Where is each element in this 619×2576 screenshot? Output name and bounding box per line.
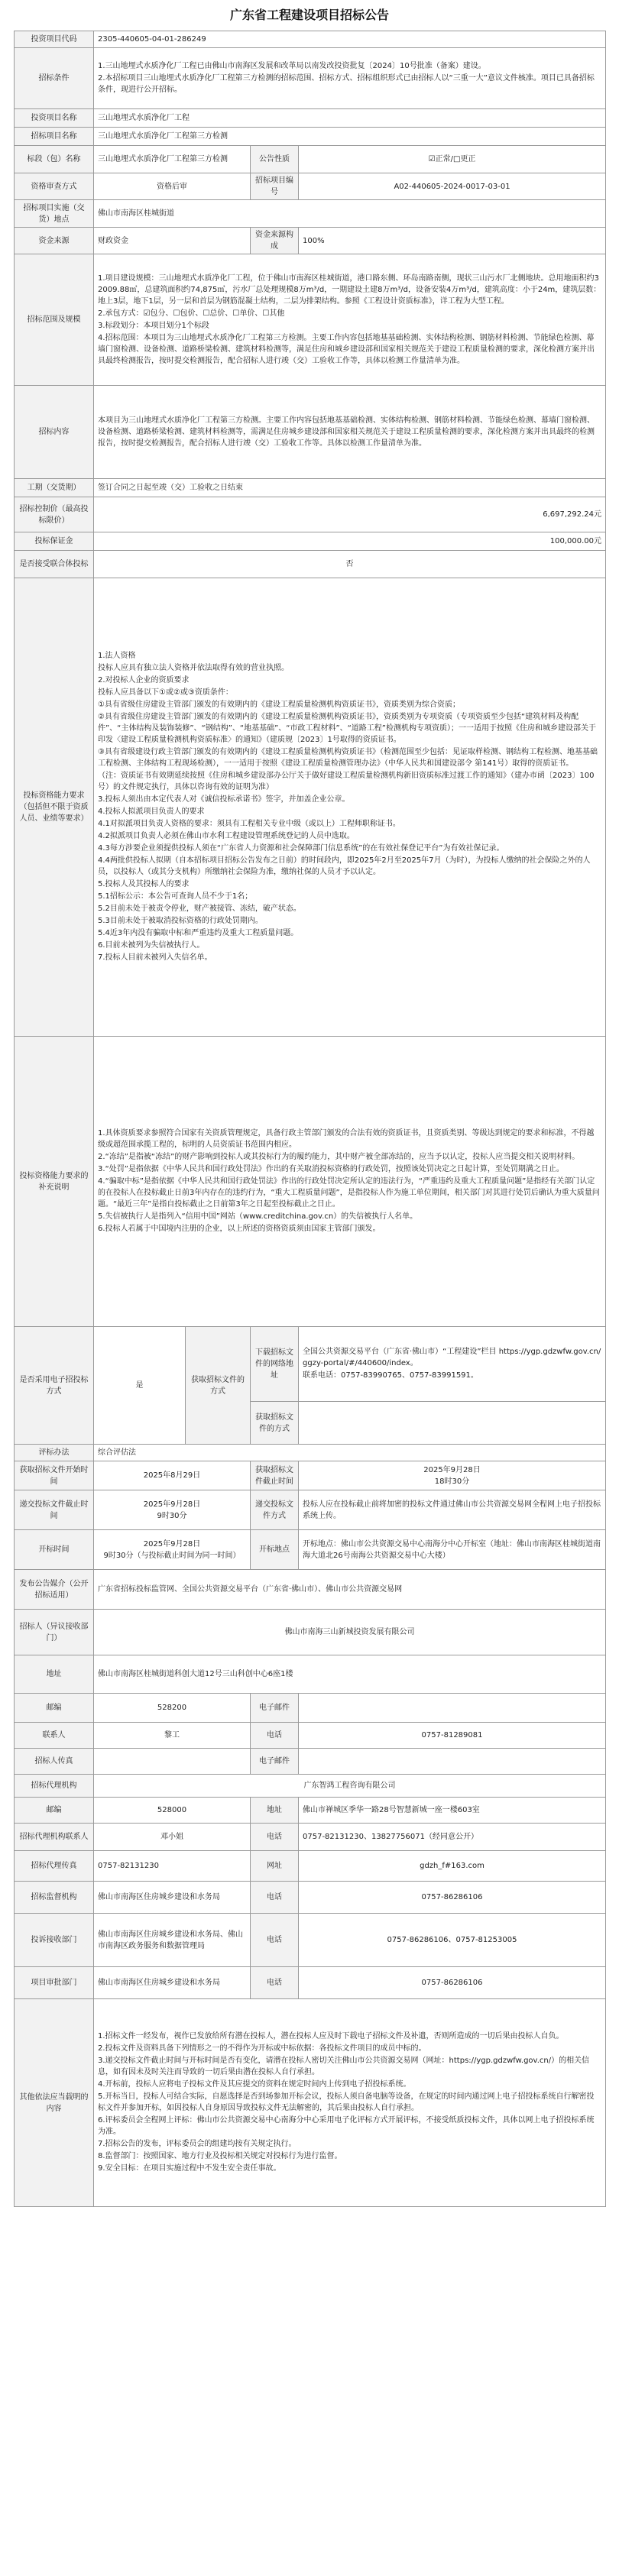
row-scope-scale	[15, 254, 606, 386]
get-end-date: 2025年9月28日	[423, 1465, 481, 1474]
supervision-value: 佛山市南海区住房城乡建设和水务局	[94, 1882, 251, 1914]
other-value	[94, 1999, 606, 2207]
agency-contact-label: 招标代理机构联系人	[15, 1824, 94, 1851]
agency-fax-label: 招标代理传真	[15, 1851, 94, 1882]
other-item: 5.开标当日，投标人可结合实际，自愿选择是否到场参加开标会议，投标人须自备电脑等设备，在规定的时间内通过网上电子招投标系统自行解密投标文件并参加开标，如因投标人自身原因导致投标文件无法解密的，其后果由投标人自行承担。	[98, 2092, 595, 2112]
supplement-item: 2.“冻结”是指被“冻结”的财产影响到投标人或其投标行为的履约能力，其中财产被全部冻结的，应当予以认定，投标人应当提交相关说明材料。	[98, 1153, 580, 1161]
get-end-label: 获取招标文件截止时间	[251, 1461, 299, 1490]
page-title: 广东省工程建设项目招标公告	[229, 8, 389, 22]
agency-value: 广东智鸿工程咨询有限公司	[94, 1775, 606, 1798]
supervision-phone-value: 0757-86286106	[299, 1882, 606, 1914]
row-evaluation	[15, 1445, 606, 1461]
supervision-label: 招标监督机构	[15, 1882, 94, 1914]
section-code-value: A02-440605-2024-0017-03-01	[299, 173, 606, 200]
scope-scale-label: 招标范围及规模	[15, 254, 94, 386]
row-get-time	[15, 1461, 606, 1490]
row-tenderer-postcode	[15, 1694, 606, 1723]
approval-phone-value: 0757-86286106	[299, 1967, 606, 1999]
row-supervision	[15, 1882, 606, 1914]
tenderer-postcode-label: 邮编	[15, 1694, 94, 1723]
tenderer-phone-label: 电话	[251, 1723, 299, 1749]
tenderer-fax-label: 招标人传真	[15, 1749, 94, 1775]
max-price-label: 招标控制价（最高投标限价）	[15, 497, 94, 532]
tenderer-value: 佛山市南海三山新城投资发展有限公司	[94, 1610, 606, 1655]
row-other	[15, 1999, 606, 2207]
e-bid-label: 是否采用电子招投标方式	[15, 1327, 94, 1445]
row-duration	[15, 479, 606, 497]
tenderer-label: 招标人（异议接收部门）	[15, 1610, 94, 1655]
qualification-item: 3.投标人须出由本定代表人对《诚信投标承诺书》签字，并加盖企业公章。	[98, 795, 350, 804]
announcement-table	[14, 31, 606, 2207]
tenderer-email2-value	[299, 1749, 606, 1775]
qualification-item: 5.3目前未处于被取消投标资格的行政处罚期内。	[98, 917, 263, 925]
qualification-value	[94, 578, 606, 1037]
supplement-item: 1.具体资质要求参照符合国家有关资质管理规定，具备行政主管部门颁发的合法有效的资质证书，且资质类别、等级达到规定的要求和标准，不得越级或超范围承揽工程的，标明的人员资质证书范围内相应。	[98, 1129, 595, 1149]
qualification-item: （注：资质证书有效期延续按照《住房和城乡建设部办公厅关于做好建设工程质量检测机构新旧资质标准过渡工作的通知》（建办市函〔2023〕100 号）的文件规定执行，具体以咨询有效的证明为准）	[98, 772, 595, 791]
supplement-value	[94, 1037, 606, 1327]
row-content	[15, 386, 606, 479]
bulletin-nature-value: ☑正常/□更正	[299, 146, 606, 173]
complaint-value: 佛山市南海区住房城乡建设和水务局、佛山市南海区政务服务和数据管理局	[94, 1914, 251, 1967]
qual-review-value: 资格后审	[94, 173, 251, 200]
doc-download-label: 下载招标文件的网络地址	[251, 1327, 299, 1402]
project-name-label: 投资项目名称	[15, 109, 94, 128]
joint-value: 否	[94, 551, 606, 578]
get-start-date: 2025年8月29日	[143, 1471, 201, 1480]
row-agency-contact	[15, 1824, 606, 1851]
tender-project-name-label: 招标项目名称	[15, 128, 94, 146]
row-agency	[15, 1775, 606, 1798]
tenderer-postcode-value: 528200	[94, 1694, 251, 1723]
row-agency-fax	[15, 1851, 606, 1882]
evaluation-value: 综合评估法	[94, 1445, 606, 1461]
fund-source-label: 资金来源	[15, 228, 94, 254]
qualification-item: ③具有省级建设行政主管部门颁发的有效期内的《建设工程质量检测机构资质证书》（检测范围至少包括：见证取样检测、钢结构工程检测、地基基础工程检测、主体结构工程现场检测），一一适用于按照《建设工程质量检测管理办法》（中华人民共和国建设部令 第141号）取得的资质证书。	[98, 748, 598, 768]
agency-postcode-label: 邮编	[15, 1798, 94, 1824]
scope-scale-value	[94, 254, 606, 386]
scope-item-4: 4.招标范围：本项目为三山地埋式水质净化厂工程第三方检测。主要工作内容包括地基基础检测、实体结构检测、钢筋材料检测、节能绿色检测、幕墙门窗检测、设备检测、道路桥梁检测、建筑材料检测等，满足住房和城乡建设部和国家相关规范关于建设工程质量检测的要求，深化检测方案并出具最终检测报告，按时提交检测报告，配合招标人进行竣（交）工验收工作等，具体以检测工作量清单为准。	[98, 333, 595, 365]
joint-label: 是否接受联合体投标	[15, 551, 94, 578]
agency-fax-value: 0757-82131230	[94, 1851, 251, 1882]
agency-phone-value: 0757-82131230、13827756071（经同意公开）	[299, 1824, 606, 1851]
project-code-value: 2305-440605-04-01-286249	[94, 31, 606, 48]
other-item: 2.投标文件及资料具备下列情形之一的不得作为开标或中标依据：各投标文件项目的成员中标的。	[98, 2044, 426, 2053]
other-item: 7.招标公告的发布，评标委员会的组建均按有关规定执行。	[98, 2140, 297, 2148]
qualification-item: ①具有省级住房建设主管部门颁发的有效期内的《建设工程质量检测机构资质证书》，资质类别为综合资质；	[98, 701, 460, 709]
agency-postcode-value: 528000	[94, 1798, 251, 1824]
row-tenderer	[15, 1610, 606, 1655]
qualification-label: 投标资格能力要求（包括但不限于资质人员、业绩等要求）	[15, 578, 94, 1037]
qualification-item: 4.1对拟派项目负责人资格的要求：须具有工程相关专业中级（或以上）工程师职称证书。	[98, 820, 400, 828]
agency-label: 招标代理机构	[15, 1775, 94, 1798]
complaint-phone-label: 电话	[251, 1914, 299, 1967]
e-bid-value: 是	[94, 1327, 186, 1445]
row-fund-source	[15, 228, 606, 254]
tenderer-fax-value	[94, 1749, 251, 1775]
bulletin-nature-label: 公告性质	[251, 146, 299, 173]
tenderer-contact-label: 联系人	[15, 1723, 94, 1749]
get-start-value	[94, 1461, 251, 1490]
row-tender-conditions	[15, 48, 606, 109]
evaluation-label: 评标办法	[15, 1445, 94, 1461]
doc-get-method2-value	[299, 1402, 606, 1445]
qualification-item: 5.1招标公示：本公告可查询人员不少于1名；	[98, 892, 253, 901]
content-label: 招标内容	[15, 386, 94, 479]
submit-deadline-date: 2025年9月28日	[143, 1500, 201, 1509]
qualification-item: 1.法人资格	[98, 652, 136, 660]
row-qualification	[15, 578, 606, 1037]
agency-phone-label: 电话	[251, 1824, 299, 1851]
agency-address-value: 佛山市禅城区季华一路28号智慧新城一座一楼603室	[299, 1798, 606, 1824]
supplement-item: 3.“处罚”是指依据《中华人民共和国行政处罚法》作出的有关取消投标资格的行政处罚，按照该处罚决定之日起计算，至处罚期满之日止。	[98, 1165, 564, 1173]
doc-get-method2-label: 获取招标文件的方式	[251, 1402, 299, 1445]
supplement-item: 5.失信被执行人是指列入“信用中国”网站（www.creditchina.gov.cn）的失信被执行人名单。	[98, 1212, 418, 1221]
row-deposit	[15, 532, 606, 551]
submit-deadline-label: 递交投标文件截止时间	[15, 1490, 94, 1530]
content-value	[94, 386, 606, 479]
submit-method-value: 投标人应在投标截止前将加密的投标文件通过佛山市公共资源交易网全程网上电子招投标系统上传。	[299, 1490, 606, 1530]
tender-project-name-value: 三山地埋式水质净化厂工程第三方检测	[94, 128, 606, 146]
row-tenderer-address	[15, 1655, 606, 1694]
other-item: 9.安全目标：在项目实施过程中不发生安全责任事故。	[98, 2164, 281, 2173]
row-tender-project-name	[15, 128, 606, 146]
complaint-label: 投诉接收部门	[15, 1914, 94, 1967]
submit-deadline-time: 9时30分	[157, 1511, 187, 1520]
section-name-value: 三山地埋式水质净化厂工程第三方检测	[94, 146, 251, 173]
location-label: 招标项目实施（交货）地点	[15, 200, 94, 228]
agency-website-value[interactable]: gdzh_f#163.com	[299, 1851, 606, 1882]
qualification-item: 4.3每方涉要企业须提供投标人须在“广东省人力资源和社会保障部门信息系统”的在有效社保登记平台”为有效社保记录。	[98, 844, 504, 853]
row-section-name	[15, 146, 606, 173]
project-name-value: 三山地埋式水质净化厂工程	[94, 109, 606, 128]
other-item: 6.评标委员会全程网上评标：佛山市公共资源交易中心南海分中心采用电子化评标方式开展评标，不接受纸质投标文件，具体以网上电子招投标系统为准。	[98, 2116, 595, 2136]
tenderer-email-value	[299, 1694, 606, 1723]
tenderer-phone-value: 0757-81289081	[299, 1723, 606, 1749]
qualification-item: 2.对投标人企业的资质要求	[98, 676, 190, 684]
agency-contact-value: 邓小姐	[94, 1824, 251, 1851]
submit-method-label: 递交投标文件方式	[251, 1490, 299, 1530]
scope-item-2: 2.承包方式：☑包分、☐包价、☐总价、☐单价、☐其他	[98, 309, 285, 318]
tenderer-address-label: 地址	[15, 1655, 94, 1694]
row-project-code	[15, 31, 606, 48]
qualification-item: 7.投标人目前未被列入失信名单。	[98, 953, 212, 962]
section-code-label: 招标项目编号	[251, 173, 299, 200]
row-e-bid	[15, 1327, 606, 1402]
agency-address-label: 地址	[251, 1798, 299, 1824]
open-time-label: 开标时间	[15, 1530, 94, 1570]
open-place-label: 开标地点	[251, 1530, 299, 1570]
qualification-item: 投标人应具备以下①或②或③资质条件：	[98, 688, 233, 697]
tender-conditions-value	[94, 48, 606, 109]
row-open	[15, 1530, 606, 1570]
scope-item-3: 3.标段划分：本项目划分1个标段	[98, 321, 209, 330]
row-media	[15, 1570, 606, 1610]
approval-phone-label: 电话	[251, 1967, 299, 1999]
fund-composition-value: 100%	[299, 228, 606, 254]
open-time-value	[94, 1530, 251, 1570]
deposit-value: 100,000.00元	[94, 532, 606, 551]
row-complaint	[15, 1914, 606, 1967]
get-end-value	[299, 1461, 606, 1490]
location-value: 佛山市南海区桂城街道	[94, 200, 606, 228]
supervision-phone-label: 电话	[251, 1882, 299, 1914]
supplement-item: 4.“骗取中标”是指依据《中华人民共和国行政处罚法》作出的行政处罚决定所认定的违法行为，“严重违约及重大工程质量问题”是指经有关部门认定的在投标人在投标截止日前3年内存在的违约行为，“重大工程质量问题”，是指投标人作为施工单位期间，相关部门对其进行处罚后确认为重大质量问题。“最近三年”是指自投标截止之日前第3年之日起至投标截止之日止。	[98, 1177, 600, 1209]
row-agency-address	[15, 1798, 606, 1824]
qualification-item: 4.投标人拟派项目负责人的要求	[98, 807, 205, 816]
tender-condition-2: 2.本招标项目三山地埋式水质净化厂工程第三方检测的招标范围、招标方式、招标组织形式已由招标人以“三重一大”意议文件核准。项目已具备招标条件，现进行公开招标。	[98, 74, 595, 94]
get-start-label: 获取招标文件开始时间	[15, 1461, 94, 1490]
other-item: 8.监督部门：按照国家、地方行业及投标相关规定对投标行为进行监督。	[98, 2152, 342, 2160]
supplement-label: 投标资格能力要求的补充说明	[15, 1037, 94, 1327]
supplement-item: 6.投标人若属于中国境内注册的企业，以上所述的资格资质须由国家主管部门颁发。	[98, 1225, 381, 1233]
open-time-note: 9时30分（与投标截止时间为同一时间）	[103, 1551, 241, 1560]
row-joint	[15, 551, 606, 578]
fund-source-value: 财政资金	[94, 228, 251, 254]
complaint-phone-value: 0757-86286106、0757-81253005	[299, 1914, 606, 1967]
row-project-name	[15, 109, 606, 128]
qual-review-label: 资格审查方式	[15, 173, 94, 200]
row-qual-review	[15, 173, 606, 200]
row-approval	[15, 1967, 606, 1999]
qualification-item: 6.目前未被列为失信被执行人。	[98, 941, 205, 950]
qualification-item: 5.4近3年内没有骗取中标和严重违约及重大工程质量问题。	[98, 929, 299, 937]
duration-value: 签订合同之日起至竣（交）工验收之日结束	[94, 479, 606, 497]
agency-website-label: 网址	[251, 1851, 299, 1882]
row-submit	[15, 1490, 606, 1530]
qualification-item: ②具有省级住房建设主管部门颁发的有效期内的《建设工程质量检测机构资质证书》，资质类别为专项资质（专项资质至少包括“建筑材料及构配件”、“主体结构及装饰装修”、“钢结构”、“地基基础”、“市政工程材料”、“道路工程”检测机构专项资质）；一一适用于按照《住房和城乡建设部关于印发〈建设工程质量检测机构资质标准〉的通知》（建质规〔2023〕1号取得的资质证书。	[98, 713, 596, 744]
fund-composition-label: 资金来源构成	[251, 228, 299, 254]
qualification-item: 4.4两批供投标人拟期（自本招标项目招标公告发布之日前）的时间段内，即2025年2月至2025年7月（为时），为投标人缴纳的社会保险之外的人员，以投标人（或其分支机构）所缴纳社会保险为准，缴纳社保的人员才予以认定。	[98, 856, 591, 876]
tender-conditions-label: 招标条件	[15, 48, 94, 109]
tenderer-address-value: 佛山市南海区桂城街道科创大道12号三山科创中心6座1楼	[94, 1655, 606, 1694]
media-label: 发布公告媒介（公开招标适用）	[15, 1570, 94, 1610]
row-max-price	[15, 497, 606, 532]
tenderer-email2-label: 电子邮件	[251, 1749, 299, 1775]
qualification-item: 4.2拟派项目负责人必须在佛山市水利工程建设管理系统登记的人员中选取。	[98, 832, 355, 840]
other-item: 1.招标文件一经发布，视作已发放给所有潜在投标人，潜在投标人应及时下载电子招标文件及补遗，否则所造成的一切后果由投标人自负。	[98, 2032, 564, 2040]
scope-item-1: 1.项目建设规模：三山地埋式水质净化厂工程，位于佛山市南海区桂城街道，港口路东侧、环岛南路南侧，现状三山污水厂北侧地块。总用地面积约32009.88㎡，总建筑面积约74,875㎡，污水厂总处理规模8万m³/d，一期建设土建8万m³/d，设备安装4万m³/d，建筑高度：小于24m，建筑层数：地上3层，地下1层，另一层和首层为钢筋混凝土结构，二层为排架结构。参照《工程设计资质标准》，详工程为大型工程。	[98, 273, 601, 306]
section-name-label: 标段（包）名称	[15, 146, 94, 173]
approval-value: 佛山市南海区住房城乡建设和水务局	[94, 1967, 251, 1999]
tender-condition-1: 1.三山地埋式水质净化厂工程已由佛山市南海区发展和改革局以南发改投资批复〔2024〕10号批准（备案）建设。	[98, 62, 486, 70]
doc-download-value	[299, 1327, 606, 1402]
submit-deadline-value	[94, 1490, 251, 1530]
doc-get-method-label: 获取招标文件的方式	[186, 1327, 251, 1445]
row-location	[15, 200, 606, 228]
tenderer-email-label: 电子邮件	[251, 1694, 299, 1723]
deposit-label: 投标保证金	[15, 532, 94, 551]
row-tenderer-contact	[15, 1723, 606, 1749]
other-item: 3.递交投标文件截止时间与开标时间是否有变化，请潜在投标人密切关注佛山市公共资源交易网（网址：https://ygp.gdzwfw.gov.cn/）的相关信息，如有因未及时关注而导致的一切后果由潜在投标人自行承担。	[98, 2057, 590, 2076]
other-label: 其他依法应当载明的内容	[15, 1999, 94, 2207]
duration-label: 工期（交货期）	[15, 479, 94, 497]
max-price-value: 6,697,292.24元	[94, 497, 606, 532]
doc-download-url[interactable]: 全国公共资源交易平台（广东省·佛山市）“工程建设”栏目 https://ygp.gdzwfw.gov.cn/ggzy-portal/#/440600/index。	[303, 1348, 601, 1367]
doc-phone: 联系电话：0757-83990765、0757-83991591。	[303, 1371, 478, 1380]
open-time-date: 2025年9月28日	[143, 1539, 201, 1549]
row-supplement	[15, 1037, 606, 1327]
open-place-value: 开标地点：佛山市公共资源交易中心南海分中心开标室（地址：佛山市南海区桂城街道南海大道北26号南海公共资源交易中心大楼）	[299, 1530, 606, 1570]
media-value: 广东省招标投标监管网、全国公共资源交易平台（广东省·佛山市）、佛山市公共资源交易网	[94, 1570, 606, 1610]
content-item-1: 本项目为三山地埋式水质净化厂工程第三方检测。主要工作内容包括地基基础检测、实体结构检测、钢筋材料检测、节能绿色检测、幕墙门窗检测、设备检测、道路桥梁检测、建筑材料检测等，需满足住房城乡建设部和国家相关规范关于建设工程质量检测的要求，深化检测方案并出具最终的检测报告，按时提交检测报告，配合招标人进行竣（交）工验收工作等。具体以检测工作量清单为准。	[98, 416, 595, 448]
row-tenderer-fax	[15, 1749, 606, 1775]
project-code-label: 投资项目代码	[15, 31, 94, 48]
qualification-item: 投标人应具有独立法人资格并依法取得有效的营业执照。	[98, 664, 289, 672]
qualification-item: 5.2目前未处于被责令停业，财产被接管、冻结，破产状态。	[98, 905, 301, 913]
approval-label: 项目审批部门	[15, 1967, 94, 1999]
qualification-item: 5.投标人及其投标人的要求	[98, 880, 190, 888]
other-item: 4.开标前，投标人应将电子投标文件及其应提交的资料在规定时间内上传到电子招投标系统。	[98, 2080, 411, 2089]
tenderer-contact-value: 黎工	[94, 1723, 251, 1749]
get-end-time: 18时30分	[434, 1477, 470, 1486]
